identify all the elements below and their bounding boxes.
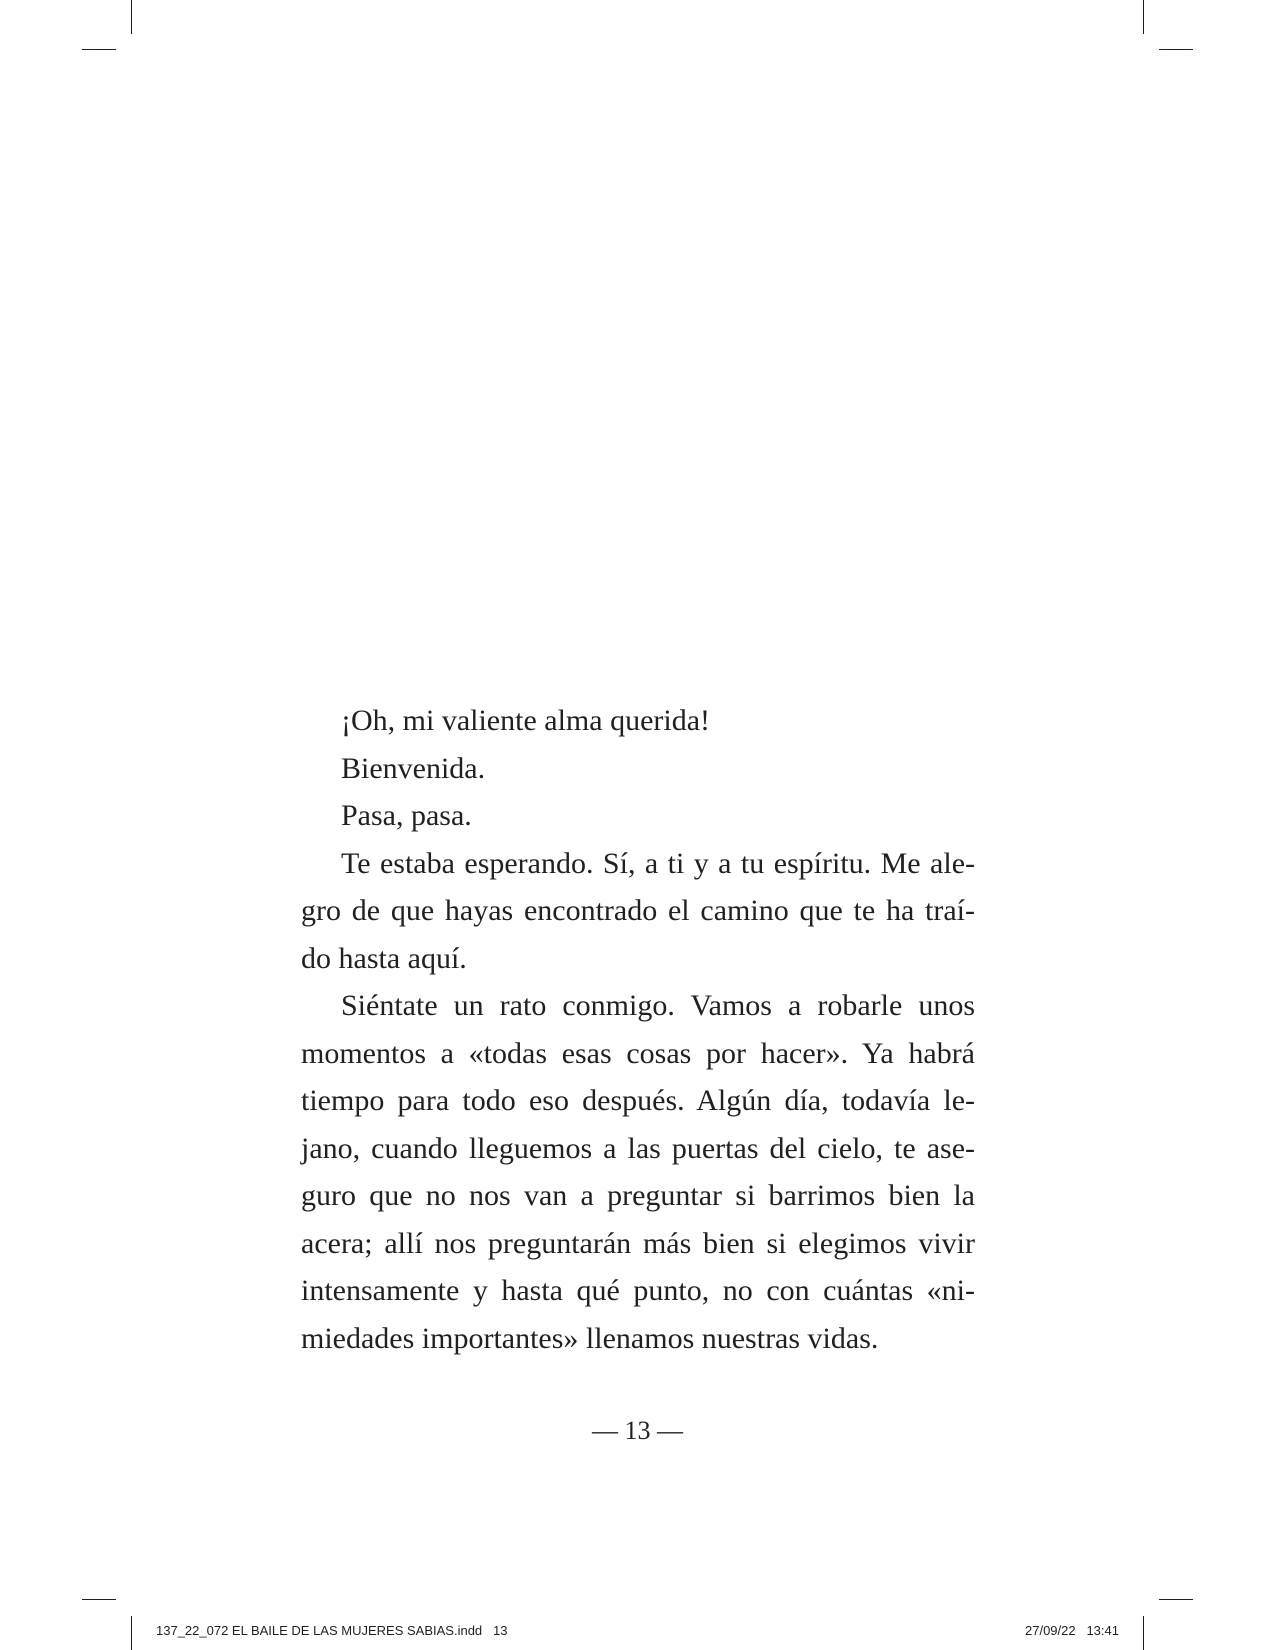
text-line: acera; allí nos preguntarán más bien si elegimos vivir bbox=[301, 1226, 975, 1260]
crop-mark-bottom-right-horizontal bbox=[1159, 1599, 1193, 1600]
crop-mark-top-left-vertical bbox=[131, 0, 132, 34]
text-line: Bienvenida. bbox=[341, 751, 486, 785]
crop-mark-bottom-right-vertical bbox=[1143, 1616, 1144, 1650]
text-line: gro de que hayas encontrado el camino que te ha traí- bbox=[301, 894, 975, 927]
text-line: do hasta aquí. bbox=[301, 941, 467, 975]
text-line: jano, cuando lleguemos a las puertas del cielo, te ase- bbox=[301, 1131, 975, 1165]
crop-mark-top-right-horizontal bbox=[1159, 49, 1193, 50]
crop-mark-top-left-horizontal bbox=[82, 49, 116, 50]
text-line: Te estaba esperando. Sí, a ti y a tu espíritu. Me ale- bbox=[341, 846, 975, 880]
text-line: miedades importantes» llenamos nuestras vidas. bbox=[301, 1321, 879, 1355]
text-line: intensamente y hasta qué punto, no con cuántas «ni- bbox=[301, 1274, 975, 1307]
text-line: Pasa, pasa. bbox=[341, 799, 472, 832]
crop-mark-top-right-vertical bbox=[1143, 0, 1144, 34]
crop-mark-bottom-left-horizontal bbox=[82, 1599, 116, 1600]
slug-timestamp: 27/09/22 13:41 bbox=[1025, 1623, 1119, 1638]
page-number: — 13 — bbox=[592, 1416, 683, 1445]
text-line: momentos a «todas esas cosas por hacer». Ya habrá bbox=[301, 1036, 975, 1070]
body-text bbox=[301, 697, 975, 1362]
text-line: tiempo para todo eso después. Algún día, todavía le- bbox=[301, 1084, 975, 1117]
text-line: ¡Oh, mi valiente alma querida! bbox=[341, 704, 711, 737]
crop-mark-bottom-left-vertical bbox=[131, 1616, 132, 1650]
slug-filename: 137_22_072 EL BAILE DE LAS MUJERES SABIAS.indd 13 bbox=[156, 1623, 508, 1638]
text-line: Siéntate un rato conmigo. Vamos a robarle unos bbox=[341, 989, 975, 1022]
text-line: guro que no nos van a preguntar si barrimos bien la bbox=[301, 1179, 975, 1212]
